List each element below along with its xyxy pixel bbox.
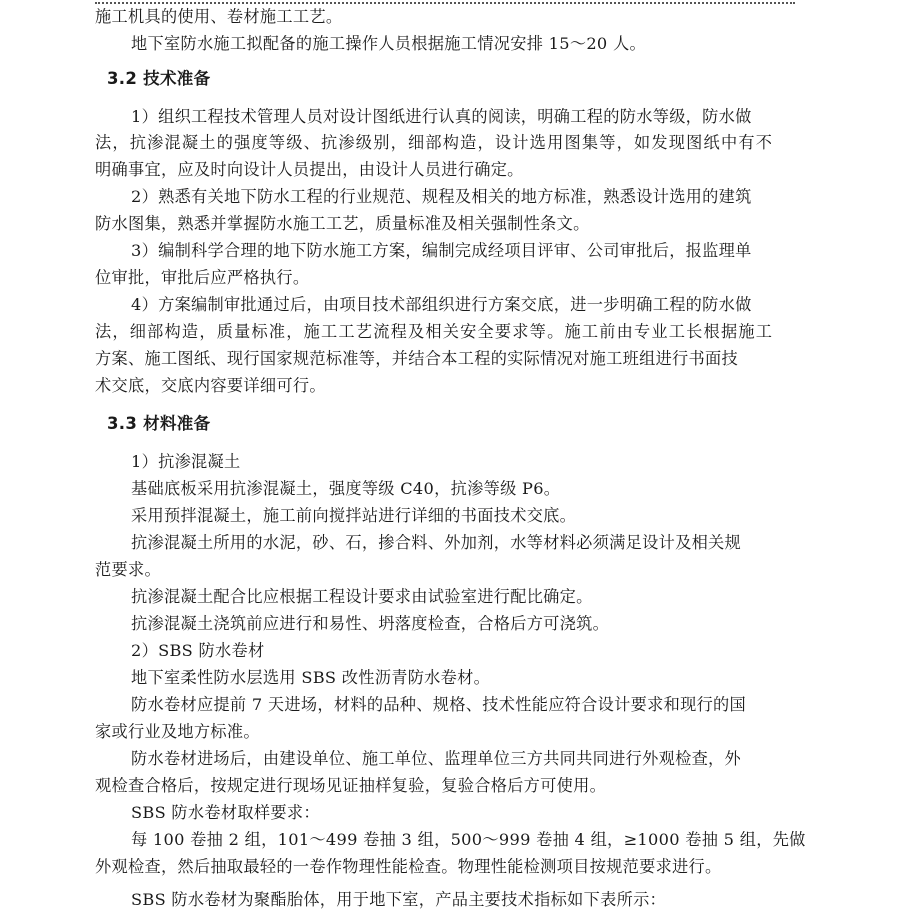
paragraph-line: 方案、施工图纸、现行国家规范标准等，并结合本工程的实际情况对施工班组进行书面技: [95, 349, 739, 368]
paragraph-line: SBS 防水卷材为聚酯胎体，用于地下室，产品主要技术指标如下表所示：: [131, 890, 667, 909]
paragraph-line: 2）SBS 防水卷材: [131, 641, 265, 660]
paragraph-line: 位审批，审批后应严格执行。: [95, 268, 310, 287]
paragraph-line: 抗渗混凝土所用的水泥，砂、石，掺合料、外加剂，水等材料必须满足设计及相关规: [131, 533, 742, 552]
paragraph-line: 4）方案编制审批通过后，由项目技术部组织进行方案交底，进一步明确工程的防水做: [131, 295, 752, 314]
paragraph-line: 2）熟悉有关地下防水工程的行业规范、规程及相关的地方标准，熟悉设计选用的建筑: [131, 187, 752, 206]
paragraph-line: 法，抗渗混凝土的强度等级、抗渗级别，细部构造，设计选用图集等，如发现图纸中有不: [95, 133, 774, 152]
paragraph-line: 每 100 卷抽 2 组，101～499 卷抽 3 组，500～999 卷抽 4 组，≥1000 卷抽 5 组，先做: [131, 830, 806, 849]
paragraph-line: 地下室防水施工拟配备的施工操作人员根据施工情况安排 15～20 人。: [131, 34, 646, 53]
paragraph-line: 术交底，交底内容要详细可行。: [95, 376, 326, 395]
section-heading: 3.3 材料准备: [107, 414, 211, 433]
paragraph-line: 防水卷材进场后，由建设单位、施工单位、监理单位三方共同共同进行外观检查，外: [131, 749, 742, 768]
paragraph-line: 观检查合格后，按规定进行现场见证抽样复验，复验合格后方可使用。: [95, 776, 607, 795]
paragraph-line: 施工机具的使用、卷材施工工艺。: [95, 7, 343, 26]
paragraph-line: SBS 防水卷材取样要求：: [131, 803, 320, 822]
paragraph-line: 3）编制科学合理的地下防水施工方案，编制完成经项目评审、公司审批后，报监理单: [131, 241, 752, 260]
paragraph-line: 基础底板采用抗渗混凝土，强度等级 C40，抗渗等级 P6。: [131, 479, 561, 498]
paragraph-line: 地下室柔性防水层选用 SBS 改性沥青防水卷材。: [131, 668, 491, 687]
paragraph-line: 法，细部构造，质量标准，施工工艺流程及相关安全要求等。施工前由专业工长根据施工: [95, 322, 774, 341]
paragraph-line: 明确事宜，应及时向设计人员提出，由设计人员进行确定。: [95, 160, 524, 179]
paragraph-line: 抗渗混凝土浇筑前应进行和易性、坍落度检查，合格后方可浇筑。: [131, 614, 610, 633]
paragraph-line: 抗渗混凝土配合比应根据工程设计要求由试验室进行配比确定。: [131, 587, 593, 606]
paragraph-line: 1）组织工程技术管理人员对设计图纸进行认真的阅读，明确工程的防水等级，防水做: [131, 107, 752, 126]
paragraph-line: 范要求。: [95, 560, 161, 579]
paragraph-line: 防水卷材应提前 7 天进场，材料的品种、规格、技术性能应符合设计要求和现行的国: [131, 695, 747, 714]
paragraph-line: 外观检查，然后抽取最轻的一卷作物理性能检查。物理性能检测项目按规范要求进行。: [95, 857, 722, 876]
paragraph-line: 家或行业及地方标准。: [95, 722, 260, 741]
paragraph-line: 防水图集，熟悉并掌握防水施工工艺，质量标准及相关强制性条文。: [95, 214, 590, 233]
paragraph-line: 1）抗渗混凝土: [131, 452, 241, 471]
section-heading: 3.2 技术准备: [107, 69, 211, 88]
paragraph-line: 采用预拌混凝土，施工前向搅拌站进行详细的书面技术交底。: [131, 506, 577, 525]
